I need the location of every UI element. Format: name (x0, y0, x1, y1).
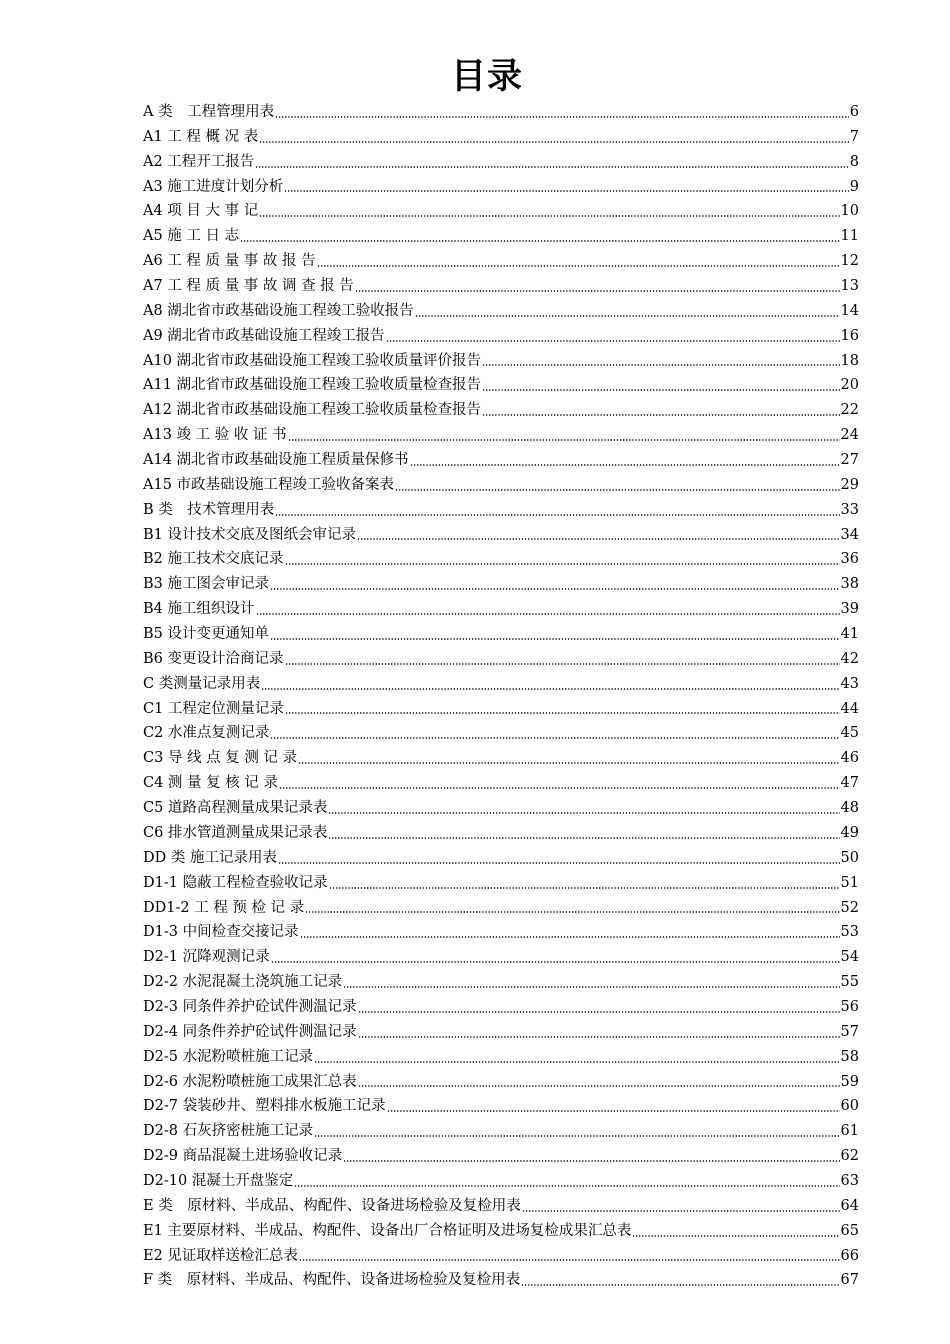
toc-entry-page-number: 9 (849, 178, 859, 195)
dot-leader (299, 1258, 840, 1262)
toc-entry[interactable] (143, 249, 859, 274)
toc-entry[interactable] (143, 523, 859, 548)
toc-entry-page-number: 22 (840, 402, 859, 419)
toc-entry-label: D2-4 同条件养护砼试件测温记录 (143, 1023, 357, 1040)
toc-entry[interactable] (143, 697, 859, 722)
dot-leader (285, 711, 840, 715)
dot-leader (300, 935, 840, 939)
toc-entry-label: C1 工程定位测量记录 (143, 700, 284, 717)
toc-entry[interactable] (143, 1094, 859, 1119)
toc-entry-label: B 类 技术管理用表 (143, 501, 275, 518)
dot-leader (285, 562, 840, 566)
toc-entry[interactable] (143, 796, 859, 821)
toc-entry-page-number: 39 (840, 601, 859, 618)
toc-entry-label: A10 湖北省市政基础设施工程竣工验收质量评价报告 (143, 352, 482, 369)
toc-entry-label: B3 施工图会审记录 (143, 576, 269, 593)
dot-leader (314, 1060, 839, 1064)
toc-entry[interactable] (143, 746, 859, 771)
toc-entry-label: C 类测量记录用表 (143, 675, 261, 692)
dot-leader (387, 1109, 840, 1113)
toc-entry-page-number: 60 (840, 1098, 859, 1115)
toc-entry-label: A1 工 程 概 况 表 (143, 128, 259, 145)
dot-leader (415, 314, 840, 318)
dot-leader (278, 861, 840, 865)
toc-entry[interactable] (143, 597, 859, 622)
toc-entry[interactable] (143, 1219, 859, 1244)
toc-entry-page-number: 58 (840, 1048, 859, 1065)
toc-entry-label: A12 湖北省市政基础设施工程竣工验收质量检查报告 (143, 402, 482, 419)
toc-entry[interactable] (143, 1070, 859, 1095)
toc-entry-page-number: 24 (840, 427, 859, 444)
toc-entry[interactable] (143, 125, 859, 150)
toc-entry[interactable] (143, 274, 859, 299)
dot-leader (358, 1035, 840, 1039)
toc-entry-page-number: 7 (849, 128, 859, 145)
dot-leader (410, 463, 840, 467)
toc-entry[interactable] (143, 896, 859, 921)
dot-leader (317, 264, 840, 268)
toc-entry[interactable] (143, 995, 859, 1020)
toc-entry-label: D2-3 同条件养护砼试件测温记录 (143, 998, 357, 1015)
toc-entry[interactable] (143, 100, 859, 125)
toc-entry-page-number: 49 (840, 824, 859, 841)
toc-entry[interactable] (143, 1020, 859, 1045)
dot-leader (279, 786, 840, 790)
toc-entry-page-number: 41 (840, 626, 859, 643)
toc-entry-page-number: 50 (840, 849, 859, 866)
toc-entry-page-number: 10 (840, 203, 859, 220)
dot-leader (482, 363, 840, 367)
toc-entry[interactable] (143, 175, 859, 200)
toc-entry[interactable] (143, 199, 859, 224)
dot-leader (240, 239, 839, 243)
toc-entry-label: A4 项 目 大 事 记 (143, 203, 259, 220)
toc-entry-label: A 类 工程管理用表 (143, 104, 275, 120)
dot-leader (482, 388, 840, 392)
toc-entry-page-number: 46 (840, 750, 859, 767)
dot-leader (314, 1134, 839, 1138)
toc-entry-page-number: 48 (840, 800, 859, 817)
toc-entry[interactable] (143, 150, 859, 175)
toc-entry-page-number: 47 (840, 775, 859, 792)
toc-entry[interactable] (143, 1194, 859, 1219)
toc-entry-page-number: 27 (840, 452, 859, 469)
dot-leader (261, 687, 839, 691)
toc-list (143, 100, 859, 1293)
dot-leader (395, 488, 840, 492)
toc-entry-page-number: 64 (840, 1197, 859, 1214)
toc-title: 目录 (450, 57, 523, 97)
toc-entry[interactable] (143, 448, 859, 473)
dot-leader (275, 115, 849, 119)
toc-entry-page-number: 34 (840, 526, 859, 543)
toc-entry-page-number: 51 (840, 874, 859, 891)
toc-entry-label: B4 施工组织设计 (143, 601, 255, 618)
toc-entry-label: D2-6 水泥粉喷桩施工成果汇总表 (143, 1073, 357, 1090)
toc-entry[interactable] (143, 721, 859, 746)
dot-leader (270, 736, 839, 740)
dot-leader (328, 836, 839, 840)
toc-entry-label: D2-9 商品混凝土进场验收记录 (143, 1148, 343, 1165)
dot-leader (386, 339, 840, 343)
toc-entry[interactable] (143, 871, 859, 896)
dot-leader (632, 1234, 839, 1238)
dot-leader (358, 1010, 840, 1014)
dot-leader (270, 637, 840, 641)
toc-entry-page-number: 55 (840, 974, 859, 991)
toc-entry-label: C6 排水管道测量成果记录表 (143, 824, 328, 841)
toc-entry-label: D2-2 水泥混凝土浇筑施工记录 (143, 974, 343, 991)
dot-leader (522, 1209, 840, 1213)
toc-entry-page-number: 52 (840, 899, 859, 916)
dot-leader (284, 189, 848, 193)
toc-entry-label: A11 湖北省市政基础设施工程竣工验收质量检查报告 (143, 377, 482, 394)
toc-entry-label: A6 工 程 质 量 事 故 报 告 (143, 253, 316, 270)
dot-leader (285, 662, 840, 666)
toc-entry-label: DD1-2 工 程 预 检 记 录 (143, 899, 305, 916)
toc-entry[interactable] (143, 622, 859, 647)
dot-leader (288, 438, 840, 442)
dot-leader (259, 214, 839, 218)
toc-entry-label: D1-1 隐蔽工程检查验收记录 (143, 874, 328, 891)
dot-leader (270, 587, 840, 591)
toc-entry-label: C3 导 线 点 复 测 记 录 (143, 750, 298, 767)
toc-entry-page-number: 57 (840, 1023, 859, 1040)
toc-entry[interactable] (143, 473, 859, 498)
toc-entry-page-number: 16 (840, 327, 859, 344)
toc-entry-label: A14 湖北省市政基础设施工程质量保修书 (143, 452, 409, 469)
toc-entry-page-number: 42 (840, 650, 859, 667)
toc-entry[interactable] (143, 821, 859, 846)
dot-leader (357, 537, 840, 541)
toc-entry-page-number: 54 (840, 949, 859, 966)
dot-leader (343, 985, 839, 989)
toc-entry[interactable] (143, 1244, 859, 1269)
toc-entry-label: B6 变更设计洽商记录 (143, 650, 284, 667)
dot-leader (305, 910, 839, 914)
toc-entry[interactable] (143, 349, 859, 374)
toc-entry[interactable] (143, 423, 859, 448)
dot-leader (259, 140, 849, 144)
toc-entry-label: A8 湖北省市政基础设施工程竣工验收报告 (143, 302, 414, 319)
toc-entry-page-number: 6 (849, 104, 859, 120)
toc-entry-page-number: 20 (840, 377, 859, 394)
toc-entry-page-number: 56 (840, 998, 859, 1015)
toc-entry-label: D2-10 混凝土开盘鉴定 (143, 1172, 294, 1189)
toc-entry[interactable] (143, 299, 859, 324)
dot-leader (256, 612, 840, 616)
toc-entry[interactable] (143, 224, 859, 249)
toc-entry-page-number: 65 (840, 1222, 859, 1239)
toc-entry[interactable] (143, 1268, 859, 1293)
toc-entry[interactable] (143, 771, 859, 796)
toc-entry-label: DD 类 施工记录用表 (143, 849, 277, 866)
toc-entry-page-number: 43 (840, 675, 859, 692)
toc-entry-label: D1-3 中间检查交接记录 (143, 924, 299, 941)
toc-entry-label: C4 测 量 复 核 记 录 (143, 775, 278, 792)
toc-entry-page-number: 11 (840, 228, 859, 245)
toc-entry[interactable] (143, 672, 859, 697)
toc-entry-label: F 类 原材料、半成品、构配件、设备进场检验及复检用表 (143, 1272, 521, 1289)
toc-entry[interactable] (143, 398, 859, 423)
dot-leader (255, 165, 848, 169)
toc-entry-page-number: 36 (840, 551, 859, 568)
dot-leader (355, 289, 840, 293)
toc-entry-label: B1 设计技术交底及图纸会审记录 (143, 526, 356, 543)
dot-leader (343, 1159, 839, 1163)
toc-entry[interactable] (143, 970, 859, 995)
toc-entry-label: A7 工 程 质 量 事 故 调 查 报 告 (143, 278, 354, 295)
toc-entry-page-number: 12 (840, 253, 859, 270)
toc-entry-page-number: 45 (840, 725, 859, 742)
toc-entry[interactable] (143, 1119, 859, 1144)
toc-entry-label: A15 市政基础设施工程竣工验收备案表 (143, 476, 395, 493)
toc-entry[interactable] (143, 945, 859, 970)
toc-entry-page-number: 29 (840, 476, 859, 493)
toc-entry[interactable] (143, 1169, 859, 1194)
toc-entry-label: A2 工程开工报告 (143, 153, 255, 170)
toc-entry-label: E1 主要原材料、半成品、构配件、设备出厂合格证明及进场复检成果汇总表 (143, 1222, 632, 1239)
toc-entry-label: A3 施工进度计划分析 (143, 178, 284, 195)
toc-entry-label: E 类 原材料、半成品、构配件、设备进场检验及复检用表 (143, 1197, 521, 1214)
toc-entry-label: D2-1 沉降观测记录 (143, 949, 270, 966)
toc-entry-page-number: 53 (840, 924, 859, 941)
toc-entry-page-number: 63 (840, 1172, 859, 1189)
toc-entry[interactable] (143, 547, 859, 572)
dot-leader (294, 1184, 839, 1188)
toc-entry[interactable] (143, 1144, 859, 1169)
toc-entry-page-number: 59 (840, 1073, 859, 1090)
toc-entry[interactable] (143, 572, 859, 597)
toc-entry-page-number: 44 (840, 700, 859, 717)
toc-entry-label: A9 湖北省市政基础设施工程竣工报告 (143, 327, 385, 344)
toc-entry-label: D2-7 袋装砂井、塑料排水板施工记录 (143, 1098, 386, 1115)
dot-leader (298, 761, 839, 765)
toc-entry[interactable] (143, 1045, 859, 1070)
toc-entry-page-number: 14 (840, 302, 859, 319)
toc-entry-label: B2 施工技术交底记录 (143, 551, 284, 568)
toc-entry-page-number: 33 (840, 501, 859, 518)
toc-entry-page-number: 8 (849, 153, 859, 170)
toc-entry-page-number: 62 (840, 1148, 859, 1165)
toc-entry[interactable] (143, 647, 859, 672)
toc-entry-label: A13 竣 工 验 收 证 书 (143, 427, 287, 444)
toc-entry[interactable] (143, 373, 859, 398)
toc-entry-label: B5 设计变更通知单 (143, 626, 269, 643)
toc-entry-page-number: 38 (840, 576, 859, 593)
toc-entry-label: D2-5 水泥粉喷桩施工记录 (143, 1048, 314, 1065)
dot-leader (358, 1084, 840, 1088)
toc-entry-label: D2-8 石灰挤密桩施工记录 (143, 1123, 314, 1140)
toc-entry-label: C2 水准点复测记录 (143, 725, 270, 742)
toc-entry-page-number: 67 (840, 1272, 859, 1289)
toc-entry-label: C5 道路高程测量成果记录表 (143, 800, 328, 817)
dot-leader (329, 886, 840, 890)
dot-leader (328, 811, 839, 815)
dot-leader (521, 1283, 839, 1287)
toc-entry[interactable] (143, 920, 859, 945)
toc-entry[interactable] (143, 498, 859, 523)
toc-entry[interactable] (143, 846, 859, 871)
dot-leader (482, 413, 840, 417)
toc-entry-label: A5 施 工 日 志 (143, 228, 240, 245)
toc-entry[interactable] (143, 324, 859, 349)
toc-entry-label: E2 见证取样送检汇总表 (143, 1247, 298, 1264)
dot-leader (275, 513, 839, 517)
toc-entry-page-number: 61 (840, 1123, 859, 1140)
dot-leader (271, 960, 840, 964)
toc-entry-page-number: 13 (840, 278, 859, 295)
toc-entry-page-number: 66 (840, 1247, 859, 1264)
toc-entry-page-number: 18 (840, 352, 859, 369)
